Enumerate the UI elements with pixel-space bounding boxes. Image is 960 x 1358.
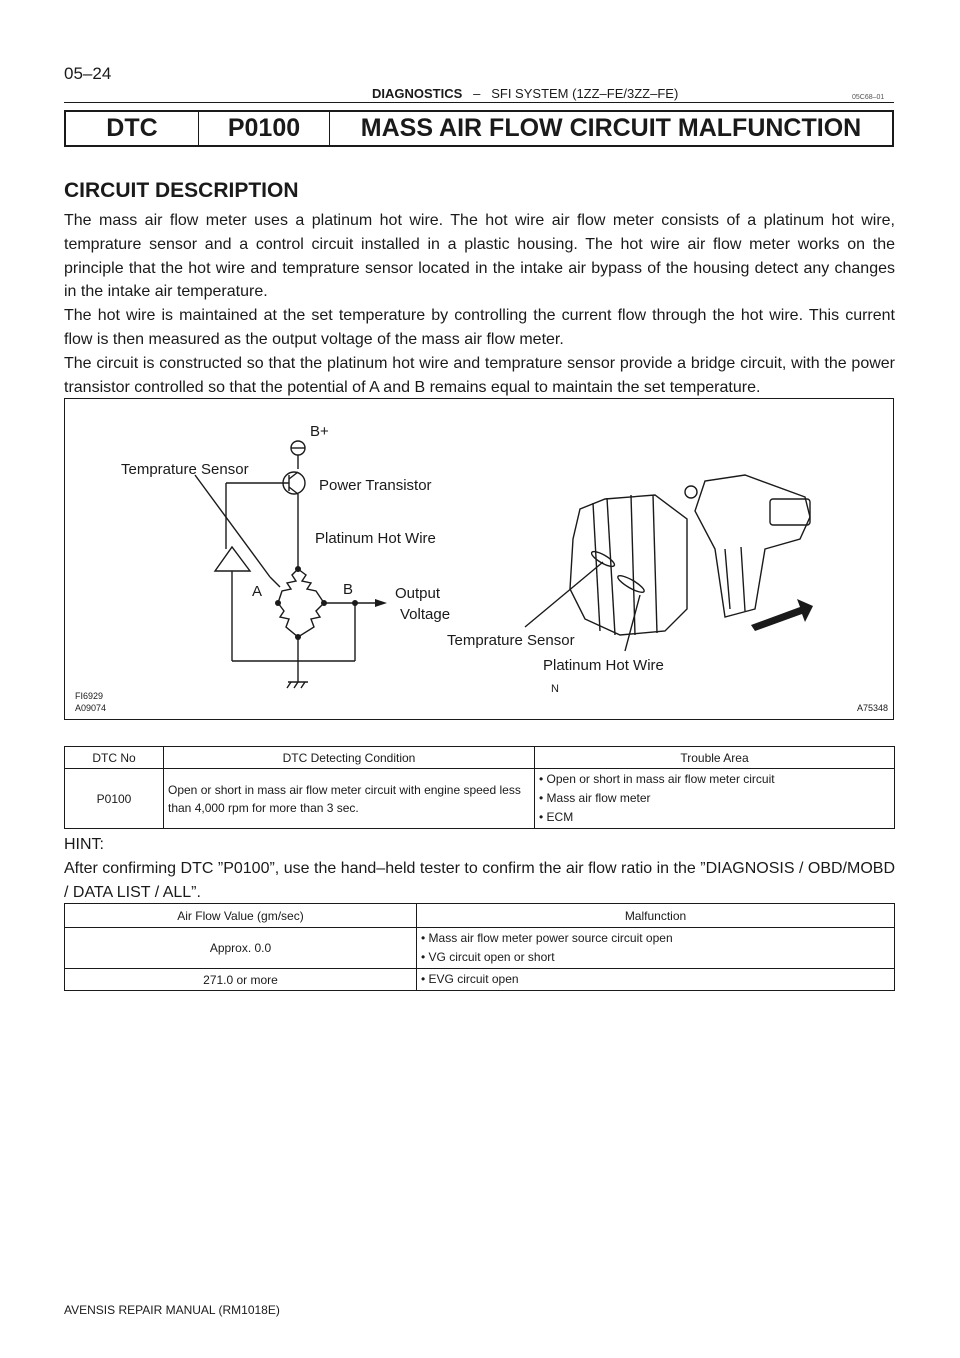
- dtc-banner: [64, 110, 894, 147]
- description-paragraph: The hot wire is maintained at the set temperature by controlling the current flow through the hot wire. This current flow is then measured as the output voltage of the mass air flow meter.: [64, 307, 895, 348]
- airflow-value-cell: 271.0 or more: [65, 969, 417, 991]
- malfunction-item: • Mass air flow meter power source circuit open: [421, 931, 673, 945]
- section-title: CIRCUIT DESCRIPTION: [64, 179, 299, 202]
- node-dot: [321, 600, 327, 606]
- label-b-plus: B+: [310, 423, 329, 440]
- column-header: Air Flow Value (gm/sec): [65, 904, 417, 928]
- column-header: DTC Detecting Condition: [164, 747, 535, 769]
- dtc-label: DTC: [66, 112, 199, 145]
- circuit-diagram: [65, 399, 895, 721]
- header-rule: [64, 102, 894, 103]
- label-power-transistor: Power Transistor: [319, 477, 432, 494]
- dtc-code: P0100: [199, 112, 330, 145]
- dtc-code-cell: P0100: [65, 769, 164, 829]
- header-subsection: SFI SYSTEM (1ZZ–FE/3ZZ–FE): [491, 86, 679, 101]
- description-paragraph: The mass air flow meter uses a platinum hot wire. The hot wire air flow meter consists of a platinum hot wire, temprature sensor and a control circuit installed in a plastic housing. The hot wire air flow meter works on the principle that the hot wire and temprature sensor located in the intake air bypass of the housing detect any changes in the intake air temperature.: [64, 212, 895, 301]
- table-header-row: [65, 904, 895, 928]
- column-header: Malfunction: [417, 904, 895, 928]
- airflow-table: [64, 903, 895, 991]
- label-platinum-hot-wire: Platinum Hot Wire: [315, 530, 436, 547]
- running-header: [372, 86, 678, 101]
- header-separator: –: [473, 86, 481, 101]
- amplifier-symbol: [215, 547, 250, 571]
- bridge-resistor: [298, 569, 324, 603]
- label-temprature-sensor-2: Temprature Sensor: [447, 632, 575, 649]
- figure-ref-1: FI6929: [75, 691, 104, 701]
- description-paragraph: The circuit is constructed so that the platinum hot wire and temprature sensor provide a bridge circuit, with the power transistor controlled so that the potential of A and B remains equal to maintain the set temperature.: [64, 354, 895, 396]
- label-point-b: B: [343, 581, 354, 598]
- node-dot: [295, 566, 301, 572]
- node-dot: [352, 600, 358, 606]
- label-voltage: Voltage: [400, 606, 451, 623]
- label-point-a: A: [252, 583, 263, 600]
- output-arrow: [375, 599, 387, 607]
- header-section: DIAGNOSTICS: [372, 86, 463, 101]
- circuit-description: [64, 209, 895, 399]
- malfunction-item: • EVG circuit open: [421, 972, 519, 986]
- bridge-resistor: [298, 603, 324, 637]
- table-header-row: [65, 747, 895, 769]
- page-number: 05–24: [64, 64, 112, 83]
- column-header: Trouble Area: [535, 747, 895, 769]
- air-flow-meter-body: [695, 475, 810, 617]
- trouble-area-item: • Open or short in mass air flow meter circuit: [539, 772, 775, 786]
- air-flow-direction-arrow: [751, 599, 813, 631]
- trouble-area-item: • ECM: [539, 810, 574, 824]
- dtc-title: MASS AIR FLOW CIRCUIT MALFUNCTION: [360, 114, 862, 142]
- figure-ref-2: A09074: [75, 703, 107, 713]
- trouble-area-item: • Mass air flow meter: [539, 791, 651, 805]
- label-temprature-sensor: Temprature Sensor: [121, 461, 249, 478]
- circuit-figure: [64, 398, 894, 720]
- hint-block: [64, 833, 895, 905]
- malfunction-cell: [417, 969, 895, 991]
- table-row: [65, 969, 895, 991]
- sensor-magnified-view: [570, 495, 687, 635]
- header-code: 05C68–01: [852, 94, 885, 101]
- table-row: [65, 769, 895, 829]
- node-dot: [295, 634, 301, 640]
- footer: AVENSIS REPAIR MANUAL (RM1018E): [64, 1303, 280, 1317]
- dtc-table: [64, 746, 895, 829]
- malfunction-cell: [417, 928, 895, 969]
- airflow-value-cell: Approx. 0.0: [65, 928, 417, 969]
- hint-text: After confirming DTC ”P0100”, use the hand–held tester to confirm the air flow ratio in the ”DIAGNOSIS / OBD/MOBD / DATA LIST / ALL”.: [64, 860, 895, 901]
- label-output: Output: [395, 585, 441, 602]
- bridge-resistor: [278, 603, 298, 637]
- column-header: DTC No: [65, 747, 164, 769]
- table-row: [65, 928, 895, 969]
- figure-ref-3: A75348: [857, 703, 889, 713]
- label-platinum-hot-wire-2: Platinum Hot Wire: [543, 657, 664, 674]
- label-n: N: [551, 683, 559, 695]
- hint-label: HINT:: [64, 836, 104, 853]
- trouble-area-cell: [535, 769, 895, 829]
- node-dot: [275, 600, 281, 606]
- malfunction-item: • VG circuit open or short: [421, 950, 555, 964]
- detecting-condition-cell: Open or short in mass air flow meter circuit with engine speed less than 4,000 rpm for more than 3 sec.: [164, 769, 535, 829]
- bridge-resistor: [278, 569, 298, 603]
